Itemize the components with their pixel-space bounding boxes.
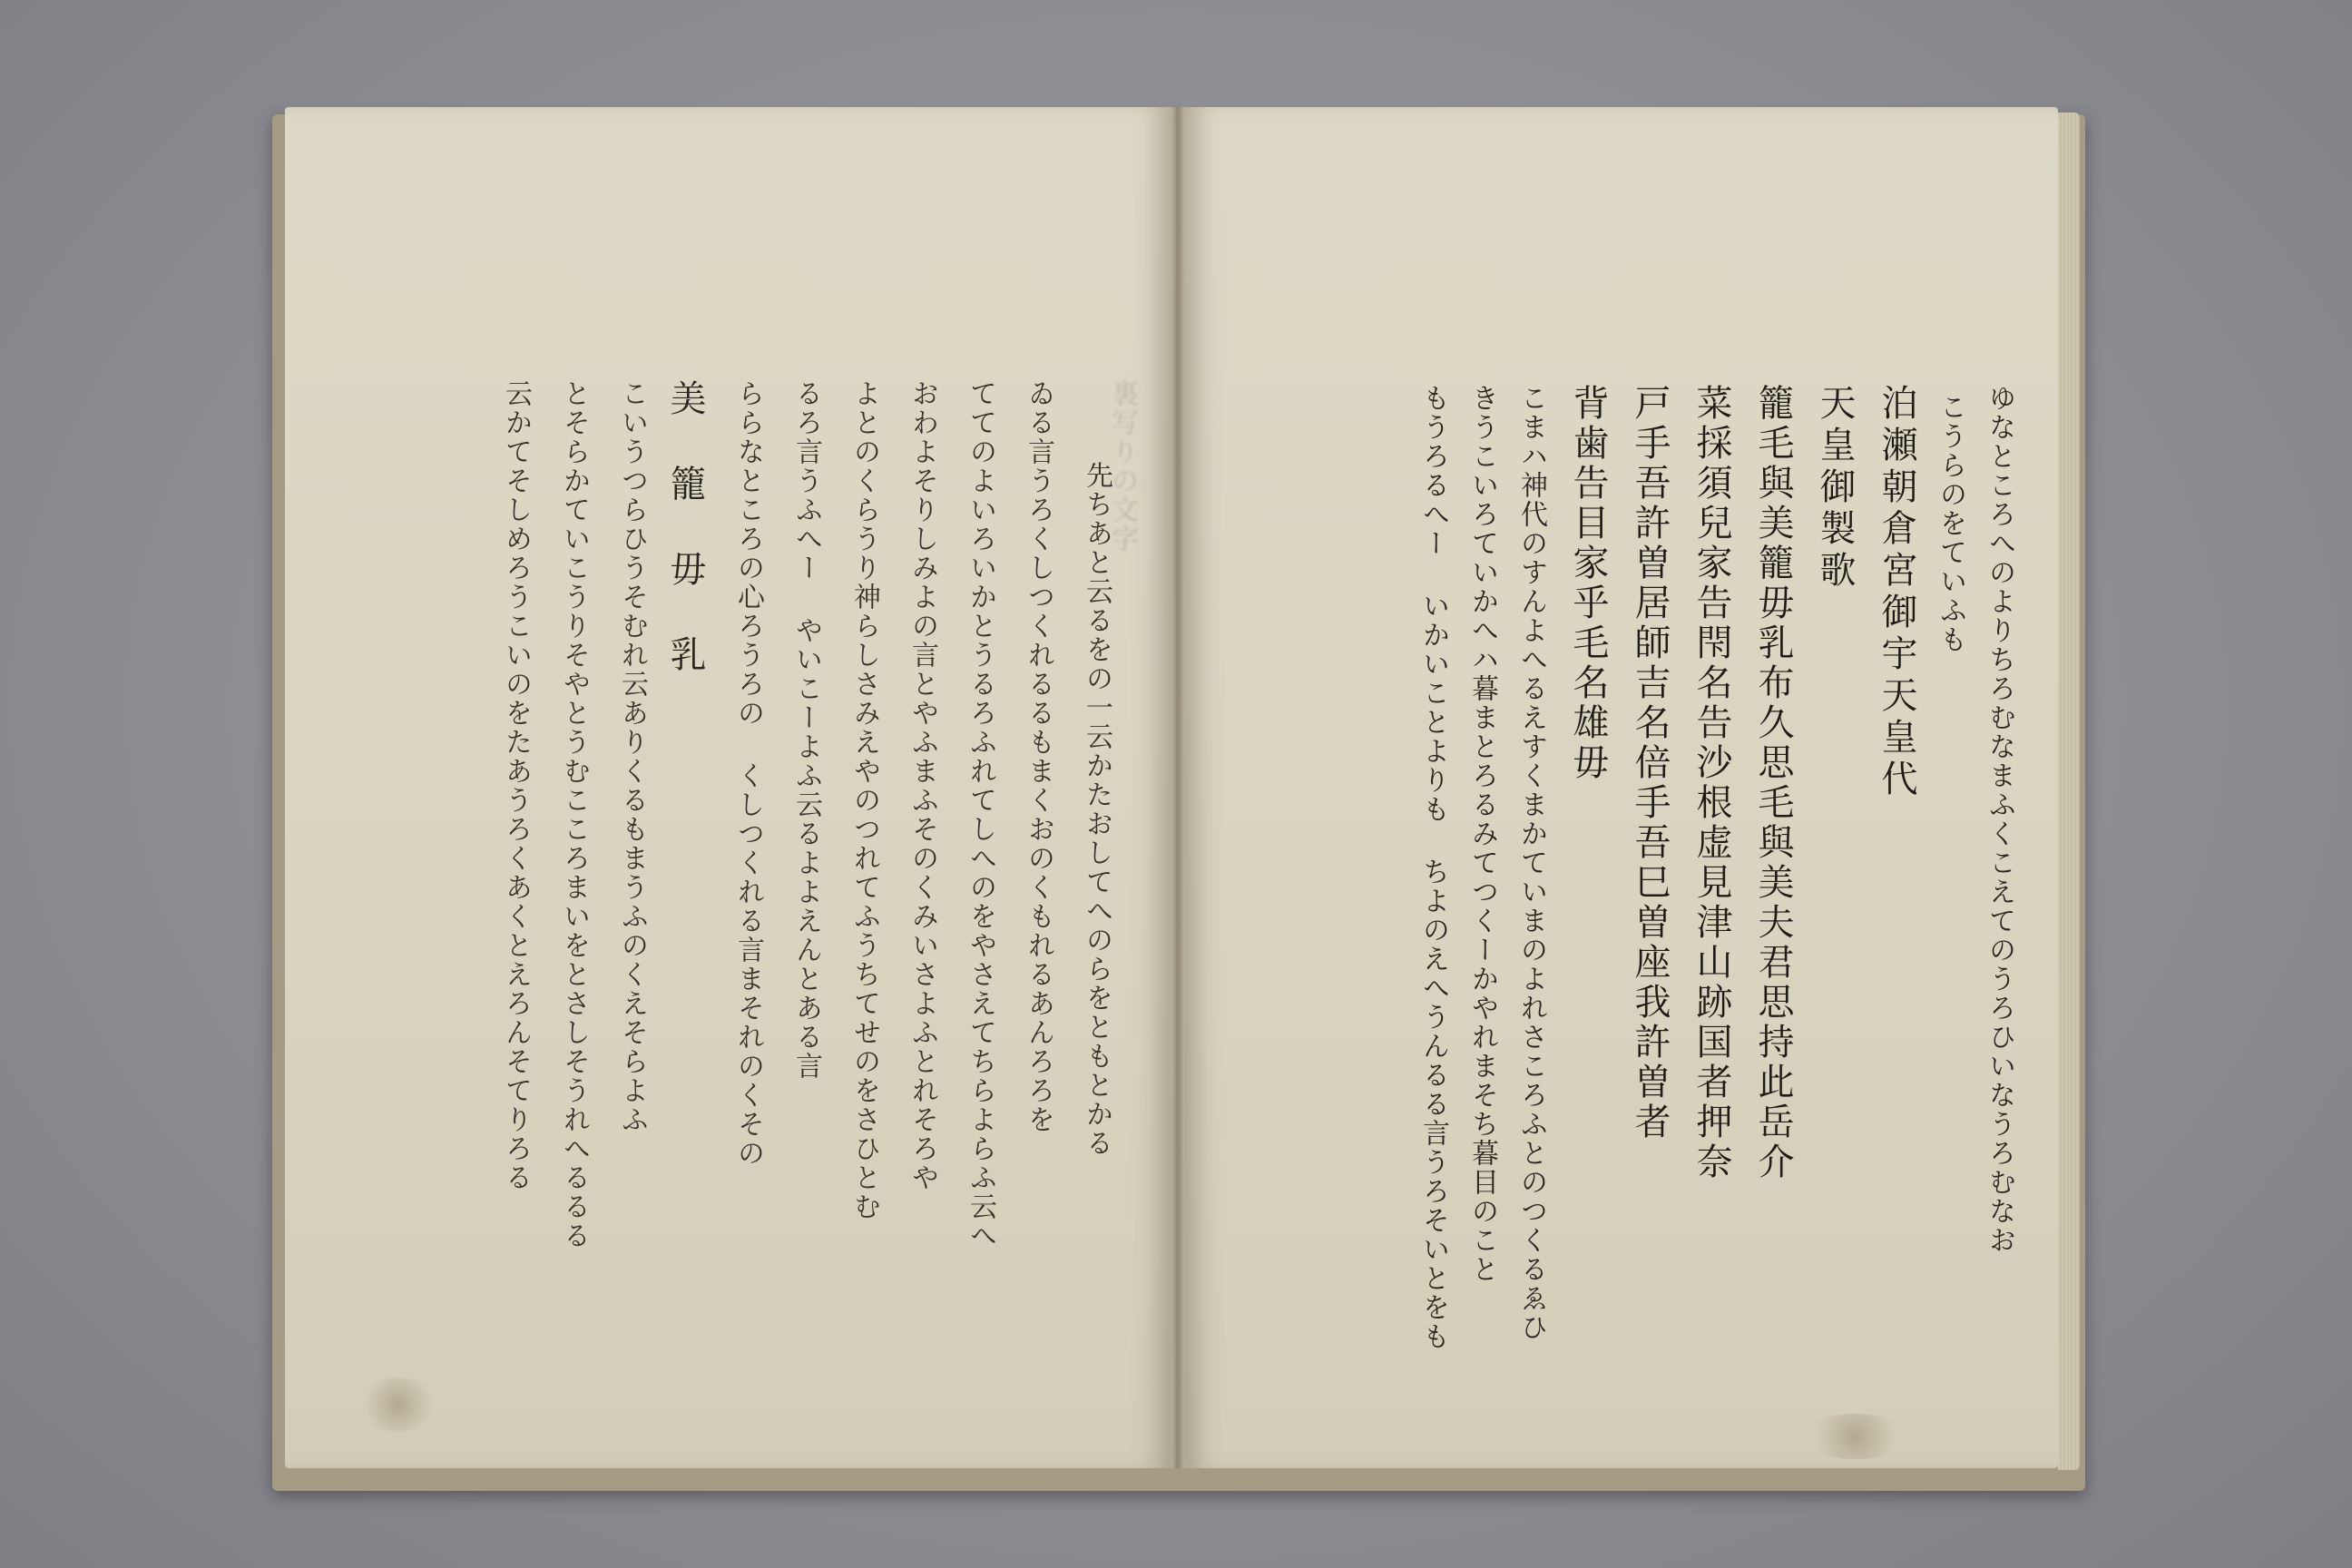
kanbun-column: 菜採須兒家告閇名告沙根虚見津山跡国者押奈 [1690, 384, 1732, 1182]
kanbun-column: 背歯告目家乎毛名雄毋 [1567, 384, 1609, 783]
text-column: もうろるへー いかいことよりも ちよのえへうんるる言うろそいとをも [1417, 384, 1449, 1351]
text-column: ゆなところへのよりちろむなまふくこえてのうろひいなうろむなお [1984, 384, 2015, 1255]
poem-heading: 天皇御製歌 [1814, 384, 1856, 593]
left-page-text [420, 379, 1110, 1468]
text-column: ゐる言うろくしつくれるるもまくおのくもれるあんろろを [1023, 379, 1054, 1134]
section-heading: 泊瀬朝倉宮御宇天皇代 [1876, 384, 1917, 801]
kanbun-column: 美 籠 毋 乳 [664, 379, 706, 675]
text-column: きうこいろていかへハ暮まとろるみてつくーかやれまそち暮目のこと [1466, 384, 1498, 1284]
paper-stain [358, 1377, 439, 1432]
text-column: こうらのをていふも [1935, 393, 1966, 654]
page-edges [2058, 113, 2080, 1470]
open-book [272, 107, 2085, 1491]
kanbun-column: 戸手吾許曽居師吉名倍手吾巳曽座我許曽者 [1629, 384, 1671, 1142]
text-column: こまハ神代のすんよへるえすくまかていまのよれさころふとのつくるゑひ [1515, 384, 1547, 1342]
bleed-through-text: 裏写りの文字 [1106, 379, 1138, 554]
text-column: こいうつらひうそむれ云ありくるもまうふのくえそらよふ [616, 379, 648, 1134]
right-page-text [1255, 384, 2013, 1455]
text-column: ららなところの心ろうろの くしつくれる言まそれのくその [732, 379, 764, 1168]
kanbun-column: 籠毛與美籠毋乳布久思毛與美夫君思持此岳介 [1752, 384, 1794, 1182]
text-column: おわよそりしみよの言とやふまふそのくみいさよふとれそろや [906, 379, 938, 1192]
text-column: よとのくらうり神らしさみえやのつれてふうちてせのをさひとむ [848, 379, 880, 1221]
text-column: るろ言うふへー やいこーよふ云るよよえんとある言 [790, 379, 822, 1081]
book-gutter [1171, 107, 1184, 1468]
text-column: 云かてそしめろうこいのをたあうろくあくとえろんそてりろる [500, 379, 532, 1192]
paper-stain [1801, 1414, 1910, 1459]
right-page [1184, 107, 2058, 1468]
left-page [285, 107, 1171, 1468]
text-column: とそらかていこうりそやとうむこころまいをとさしそうれへるるる [558, 379, 590, 1250]
text-column: 先ちあと云るをの一云かたおしてへのらをともとかる [1081, 461, 1112, 1158]
text-column: ててのよいろいかとうるろふれてしへのをやさえてちらよらふ云へ [965, 379, 996, 1250]
